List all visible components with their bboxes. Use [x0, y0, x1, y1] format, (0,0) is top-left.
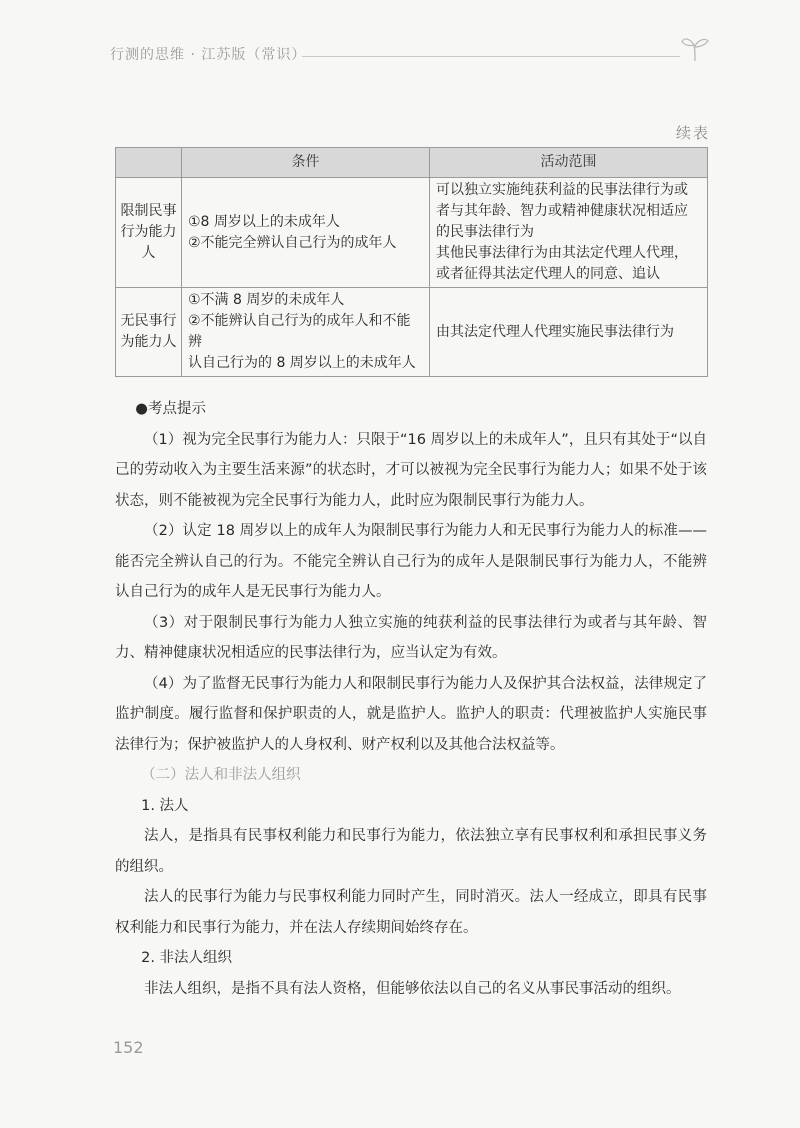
scope-line: 可以独立实施纯获利益的民事法律行为或 [436, 182, 688, 198]
scope-cell [430, 288, 708, 377]
condition-line: ①8 周岁以上的未成年人 [188, 213, 340, 230]
subsection-heading-legal-person: 1. 法人 [141, 797, 189, 814]
subsection-heading-unincorporated: 2. 非法人组织 [141, 950, 233, 966]
header-cell-scope: 活动范围 [430, 148, 708, 178]
header-rule [302, 56, 680, 57]
header-cell-conditions: 条件 [182, 148, 430, 178]
table-header-row [116, 148, 708, 178]
scope-line: 的民事法律行为 [436, 224, 534, 240]
tip-point-1: （1）视为完全民事行为能力人：只限于“16 周岁以上的未成年人”，且只有其处于“以自己的劳动收入为主要生活来源”的状态时，才可以被视为完全民事行为能力人；如果不处于该状态，则不能被视为完全民事行为能力人，此时应为限制民事行为能力人。 [115, 431, 707, 509]
condition-line: ②不能完全辨认自己行为的成年人 [188, 234, 397, 251]
body-text [115, 394, 707, 1004]
scope-cell [430, 178, 708, 288]
running-header-title: 行测的思维 · 江苏版（常识） [110, 47, 307, 63]
capacity-table [115, 147, 708, 377]
tip-point-4: （4）为了监督无民事行为能力人和限制民事行为能力人及保护其合法权益，法律规定了监护制度。履行监督和保护职责的人，就是监护人。监护人的职责：代理被监护人实施民事法律行为；保护被监护人的人身权利、财产权利以及其他合法权益等。 [115, 675, 707, 753]
condition-line: 认自己行为的 8 周岁以上的未成年人 [188, 355, 416, 371]
paragraph: 法人，是指具有民事权利能力和民事行为能力，依法独立享有民事权利和承担民事义务的组织。 [115, 828, 707, 875]
conditions-cell [182, 178, 430, 288]
tip-heading: ●考点提示 [135, 401, 206, 417]
section-heading: （二）法人和非法人组织 [141, 767, 301, 783]
sprout-icon [680, 34, 710, 62]
paragraph: 非法人组织，是指不具有法人资格，但能够依法以自己的名义从事民事活动的组织。 [144, 980, 681, 997]
header-cell-blank [116, 148, 182, 178]
running-header [110, 40, 710, 70]
scope-line: 由其法定代理人代理实施民事法律行为 [436, 323, 674, 340]
continued-label: 续表 [675, 124, 710, 142]
tip-point-2: （2）认定 18 周岁以上的成年人为限制民事行为能力人和无民事行为能力人的标准——能否完全辨认自己的行为。不能完全辨认自己行为的成年人是限制民事行为能力人，不能辨认自己行为的成年人是无民事行为能力人。 [115, 523, 707, 600]
role-cell: 限制民事行为能力人 [116, 178, 182, 288]
condition-line: ②不能辨认自己行为的成年人和不能辨 [188, 313, 411, 350]
tip-point-3: （3）对于限制民事行为能力人独立实施的纯获利益的民事法律行为或者与其年龄、智力、精神健康状况相适应的民事法律行为，应当认定为有效。 [115, 614, 707, 661]
role-cell: 无民事行为能力人 [116, 288, 182, 377]
paragraph: 法人的民事行为能力与民事权利能力同时产生，同时消灭。法人一经成立，即具有民事权利能力和民事行为能力，并在法人存续期间始终存在。 [115, 889, 707, 936]
page-number: 152 [113, 1038, 144, 1057]
scope-line: 者与其年龄、智力或精神健康状况相适应 [436, 203, 688, 219]
condition-line: ①不满 8 周岁的未成年人 [188, 292, 345, 308]
table-row [116, 178, 708, 288]
table-row [116, 288, 708, 377]
scope-line: 其他民事法律行为由其法定代理人代理， [436, 245, 688, 261]
scope-line: 或者征得其法定代理人的同意、追认 [436, 266, 660, 282]
conditions-cell [182, 288, 430, 377]
